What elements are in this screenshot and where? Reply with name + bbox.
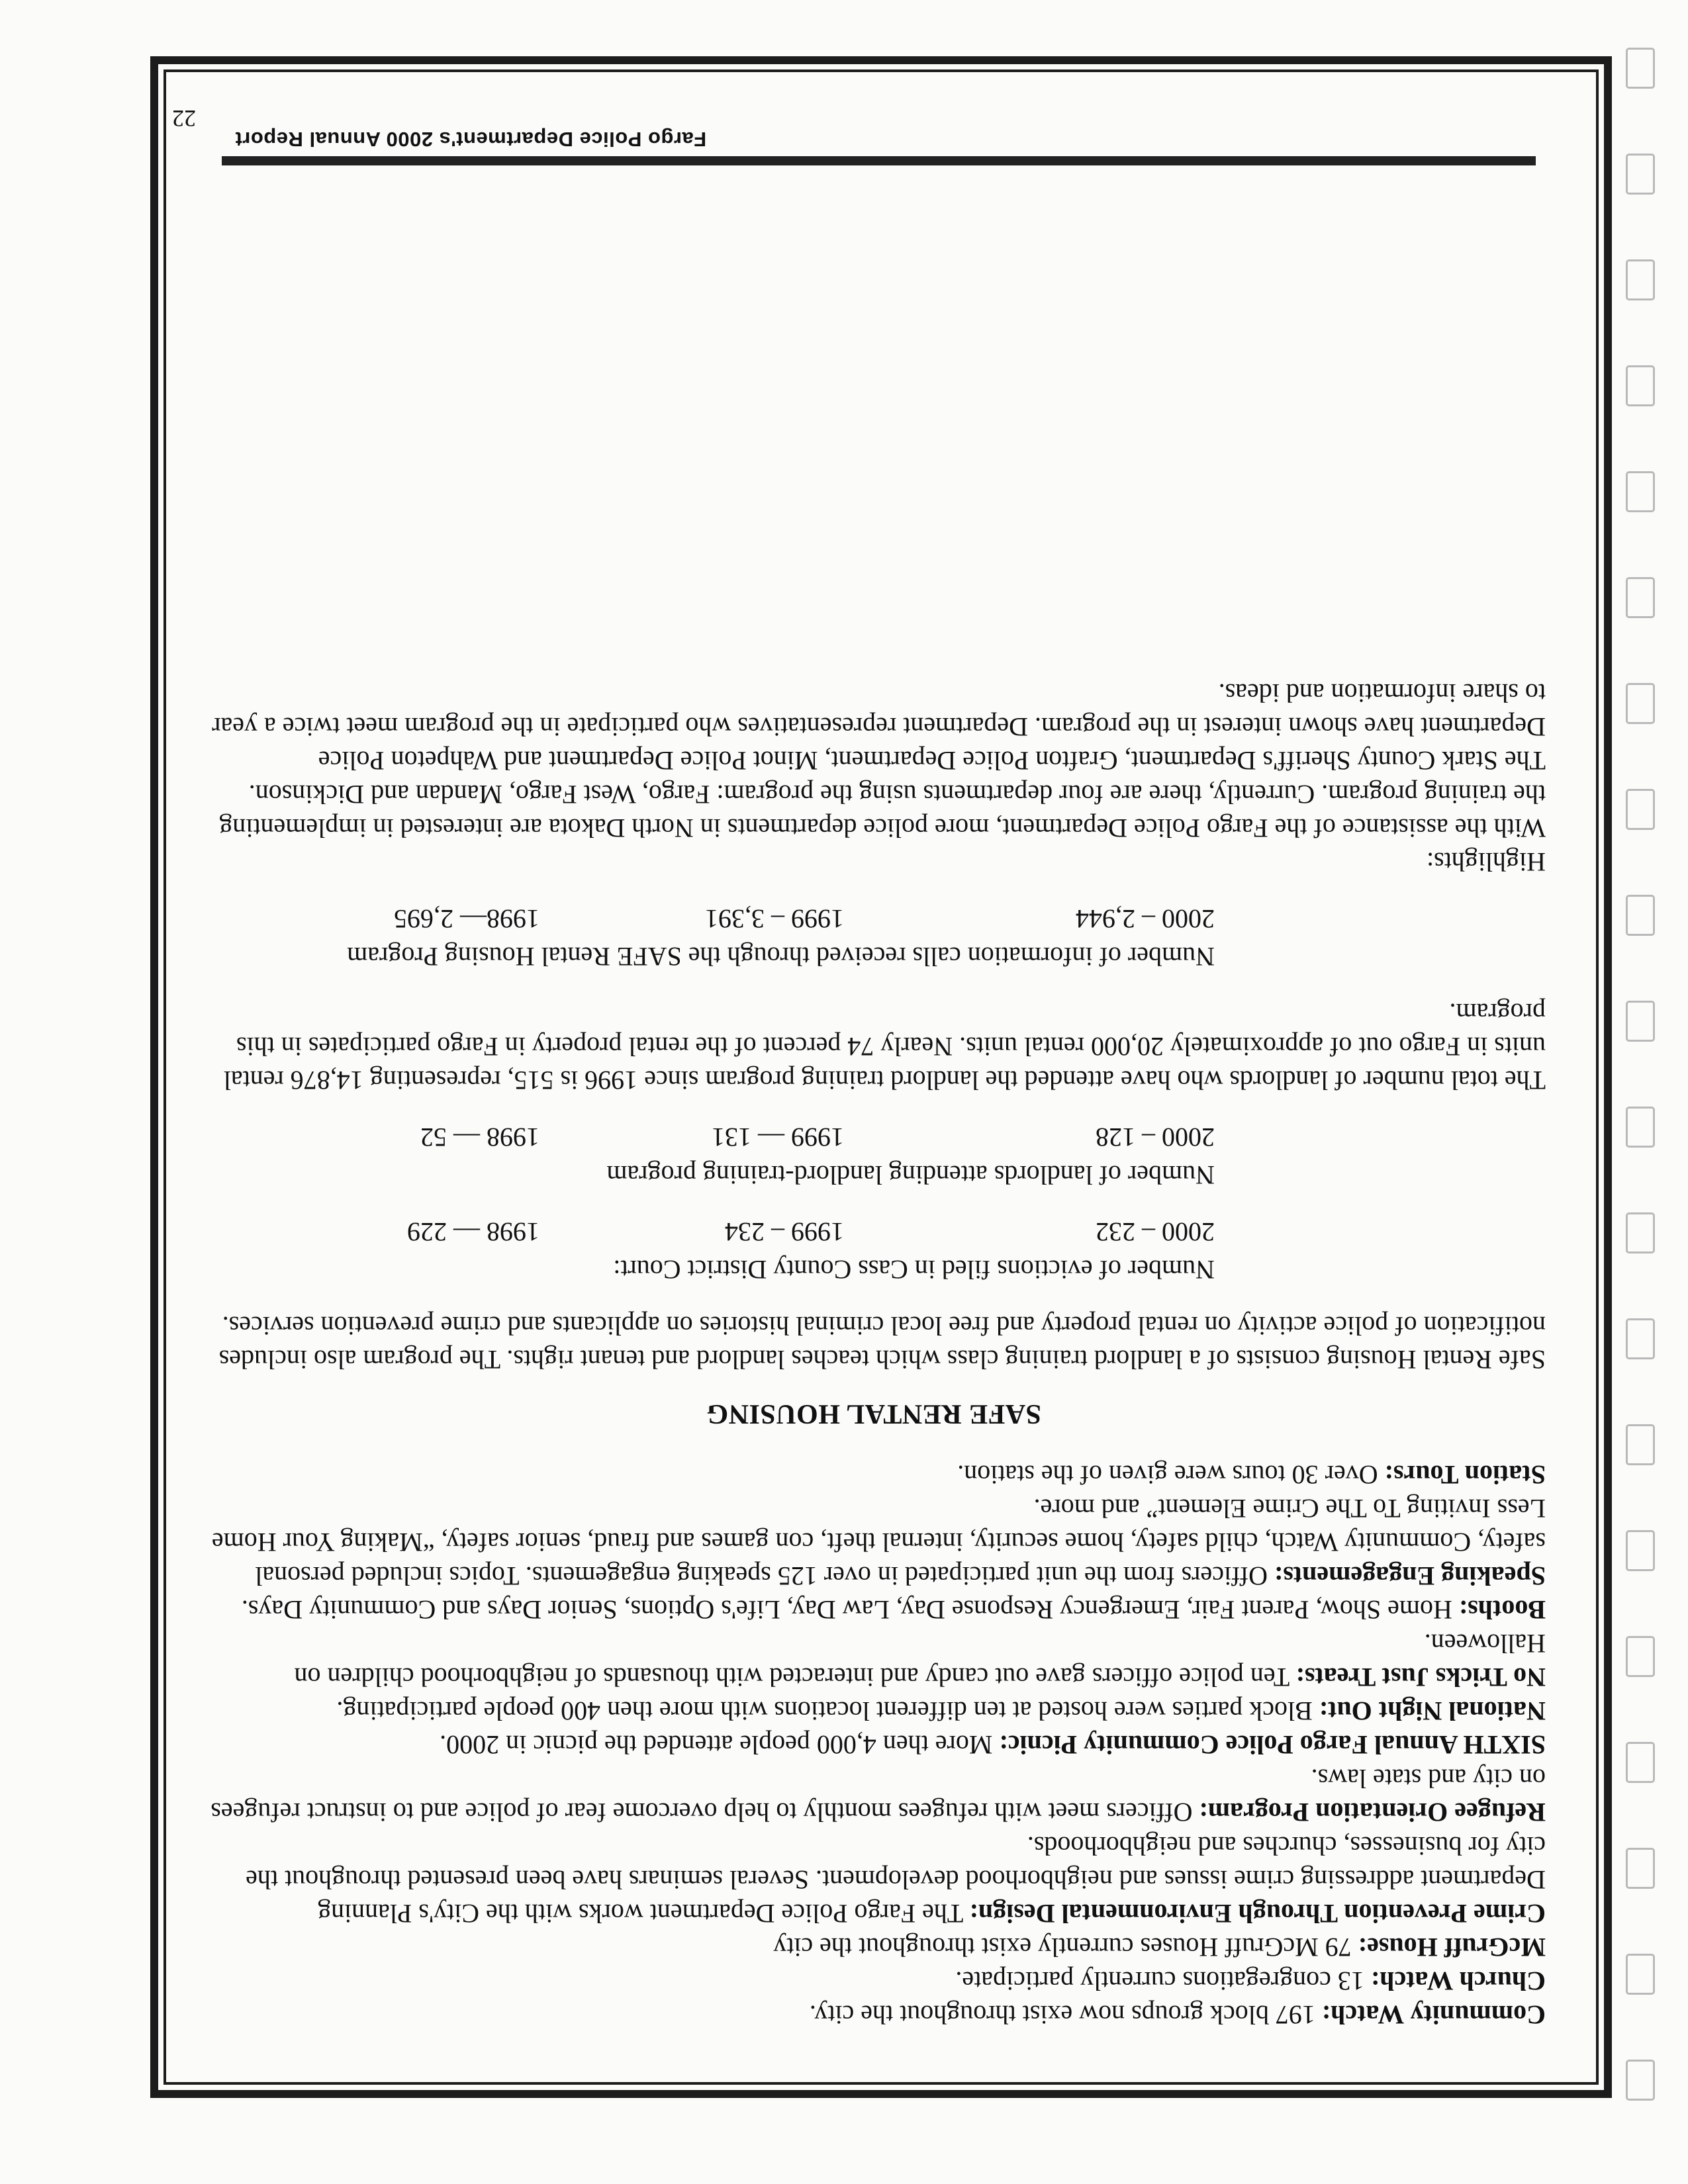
binder-hole [1626,2060,1655,2101]
program-item: Church Watch: 13 congregations currently participate. [955,1966,1546,1996]
program-item: Station Tours: Over 30 tours were given of the station. [957,1460,1546,1490]
program-item: SIXTH Annual Fargo Police Community Picnic: More then 4,000 people attended the picnic in 2000. [440,1730,1546,1760]
stat-2000: 2000 – 2,944 [1076,904,1215,934]
section-title: SAFE RENTAL HOUSING [706,1398,1041,1429]
binder-hole [1626,48,1655,89]
landlords-stats [202,1120,1546,1158]
landlords-label: Number of landlords attending landlord-training program [606,1160,1215,1190]
stat-1998: 1998 — 52 [420,1122,539,1152]
binder-hole [1626,154,1655,195]
program-item: McGruff House: 79 McGruff Houses currently exist throughout the city [773,1933,1546,1962]
binder-hole [1626,1742,1655,1783]
evictions-stats [202,1214,1546,1253]
page-number: 22 [172,105,196,132]
binder-hole [1626,1848,1655,1889]
binder-hole [1626,1318,1655,1359]
program-item: Booths: Home Show, Parent Fair, Emergency Response Day, Law Day, Life's Options, Senior Days and Community Days. [241,1595,1546,1625]
stat-1998: 1998 — 229 [407,1217,539,1247]
binder-hole [1626,1954,1655,1995]
stat-1999: 1999 – 234 [725,1217,844,1247]
binder-hole [1626,1636,1655,1677]
calls-stats [202,901,1546,940]
stat-1999: 1999 – 3,391 [705,904,844,934]
binder-hole [1626,365,1655,406]
program-item: No Tricks Just Treats: Ten police officers gave out candy and interacted with thousands of neighborhood children on Halloween. [294,1629,1546,1692]
evictions-label: Number of evictions filed in Cass County District Court: [613,1255,1215,1285]
binder-hole [1626,1424,1655,1465]
stat-1999: 1999 — 131 [712,1122,844,1152]
binder-hole [1626,1107,1655,1148]
page-header [172,86,1536,165]
calls-label: Number of information calls received through the SAFE Rental Housing Program [347,942,1215,972]
binder-hole [1626,895,1655,936]
program-item: Refugee Orientation Program: Officers meet with refugees monthly to help overcome fear of police and to instruct refugees on city and state laws. [211,1764,1546,1827]
stat-2000: 2000 – 128 [1096,1122,1215,1152]
header-rule [222,156,1536,165]
binder-hole [1626,1212,1655,1253]
stat-2000: 2000 – 232 [1096,1217,1215,1247]
highlights-text: With the assistance of the Fargo Police Department, more police departments in North Dakota are interested in implementing the training program. Currently, there are four departments using the program: Fargo, West Fargo, Mandan and Dickinson. The Stark County Sheriff's Department, Grafton Police Department, Minot Police Department and Wahpeton Police Department have shown interest in the program. Department representatives who participate in the program meet twice a year to share information and ideas. [212,678,1546,843]
stat-1998: 1998— 2,695 [394,904,539,934]
binder-hole [1626,789,1655,830]
binder-hole [1626,259,1655,300]
program-item: Community Watch: 197 block groups now exist throughout the city. [809,2000,1546,2030]
safe-rental-intro: Safe Rental Housing consists of a landlord training class which teaches landlord and tenant rights. The program also includes notification of police activity on rental property and free local criminal histories on applicants and crime prevention services. [218,1311,1546,1375]
program-item: Speaking Engagements: Officers from the unit participated in over 125 speaking engagements. Topics included personal safety, Community Watch, child safety, home security, internal theft, con games and fraud, senior safety, “Making Your Home Less Inviting To The Crime Element” and more. [211,1494,1546,1591]
binder-hole [1626,683,1655,724]
page-content [202,676,1546,2032]
binder-hole [1626,577,1655,618]
landlord-total-text: The total number of landlords who have attended the landlord training program since 1996 is 515, representing 14,876 rental units in Fargo out of approximately 20,000 rental units. Nearly 74 percent of the rental property in Fargo participates in this program. [223,998,1546,1095]
program-item: Crime Prevention Through Environmental Design: The Fargo Police Department works with the City's Planning Department addressing crime issues and neighborhood development. Several seminars have been presented throughout the city for businesses, churches and neighborhoods. [246,1831,1546,1929]
binder-hole [1626,1001,1655,1042]
highlights-label: Highlights: [1426,847,1546,877]
program-item: National Night Out: Block parties were hosted at ten different locations with more then 400 people participating. [336,1696,1546,1726]
report-title: Fargo Police Department's 2000 Annual Report [235,128,707,151]
binder-hole [1626,1530,1655,1571]
binder-hole [1626,471,1655,512]
